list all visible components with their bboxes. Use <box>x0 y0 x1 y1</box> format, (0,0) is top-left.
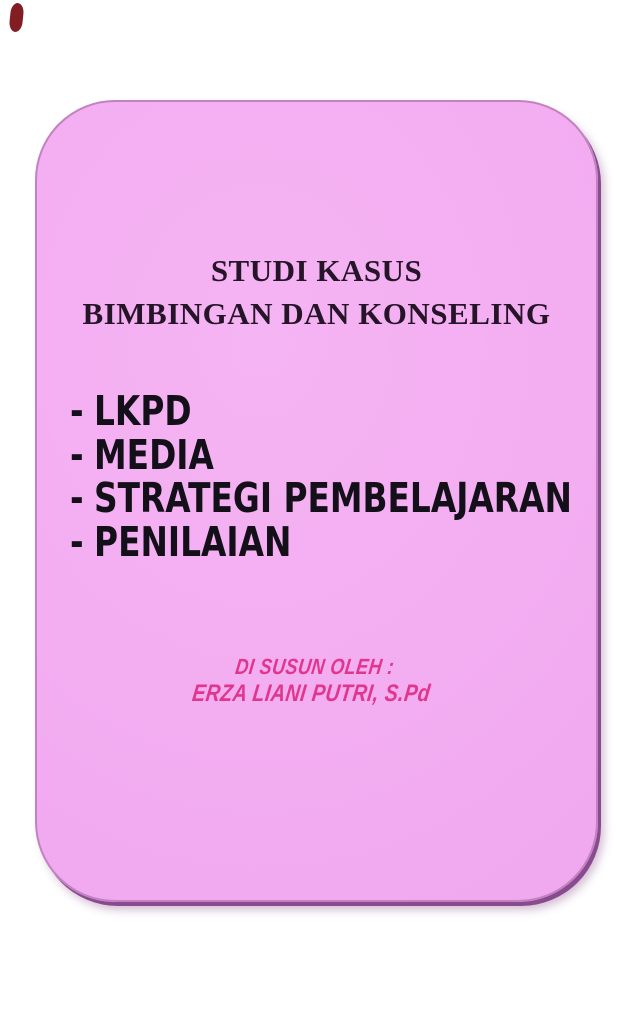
topics-list <box>70 387 572 566</box>
list-dash: - <box>70 474 84 522</box>
list-item-label: LKPD <box>94 387 192 435</box>
list-item-media <box>70 430 572 479</box>
list-item-strategi <box>70 474 572 522</box>
list-item-penilaian <box>70 517 572 566</box>
list-item-label: MEDIA <box>94 430 214 479</box>
title-line-1: STUDI KASUS <box>210 253 423 288</box>
cover-card <box>35 100 598 902</box>
list-dash: - <box>70 387 84 435</box>
byline-label: DI SUSUN OLEH : <box>233 654 396 679</box>
corner-smudge-artifact <box>9 2 25 32</box>
list-item-label: PENILAIAN <box>94 517 292 566</box>
list-item-label: STRATEGI PEMBELAJARAN <box>94 474 572 522</box>
byline-name: ERZA LIANI PUTRI, S.Pd <box>190 680 433 707</box>
list-item-lkpd <box>70 387 572 435</box>
list-dash: - <box>70 430 84 479</box>
byline-block <box>80 654 545 708</box>
title-line-2: BIMBINGAN DAN KONSELING <box>82 296 551 331</box>
list-dash: - <box>70 517 84 566</box>
title-block <box>37 249 596 335</box>
